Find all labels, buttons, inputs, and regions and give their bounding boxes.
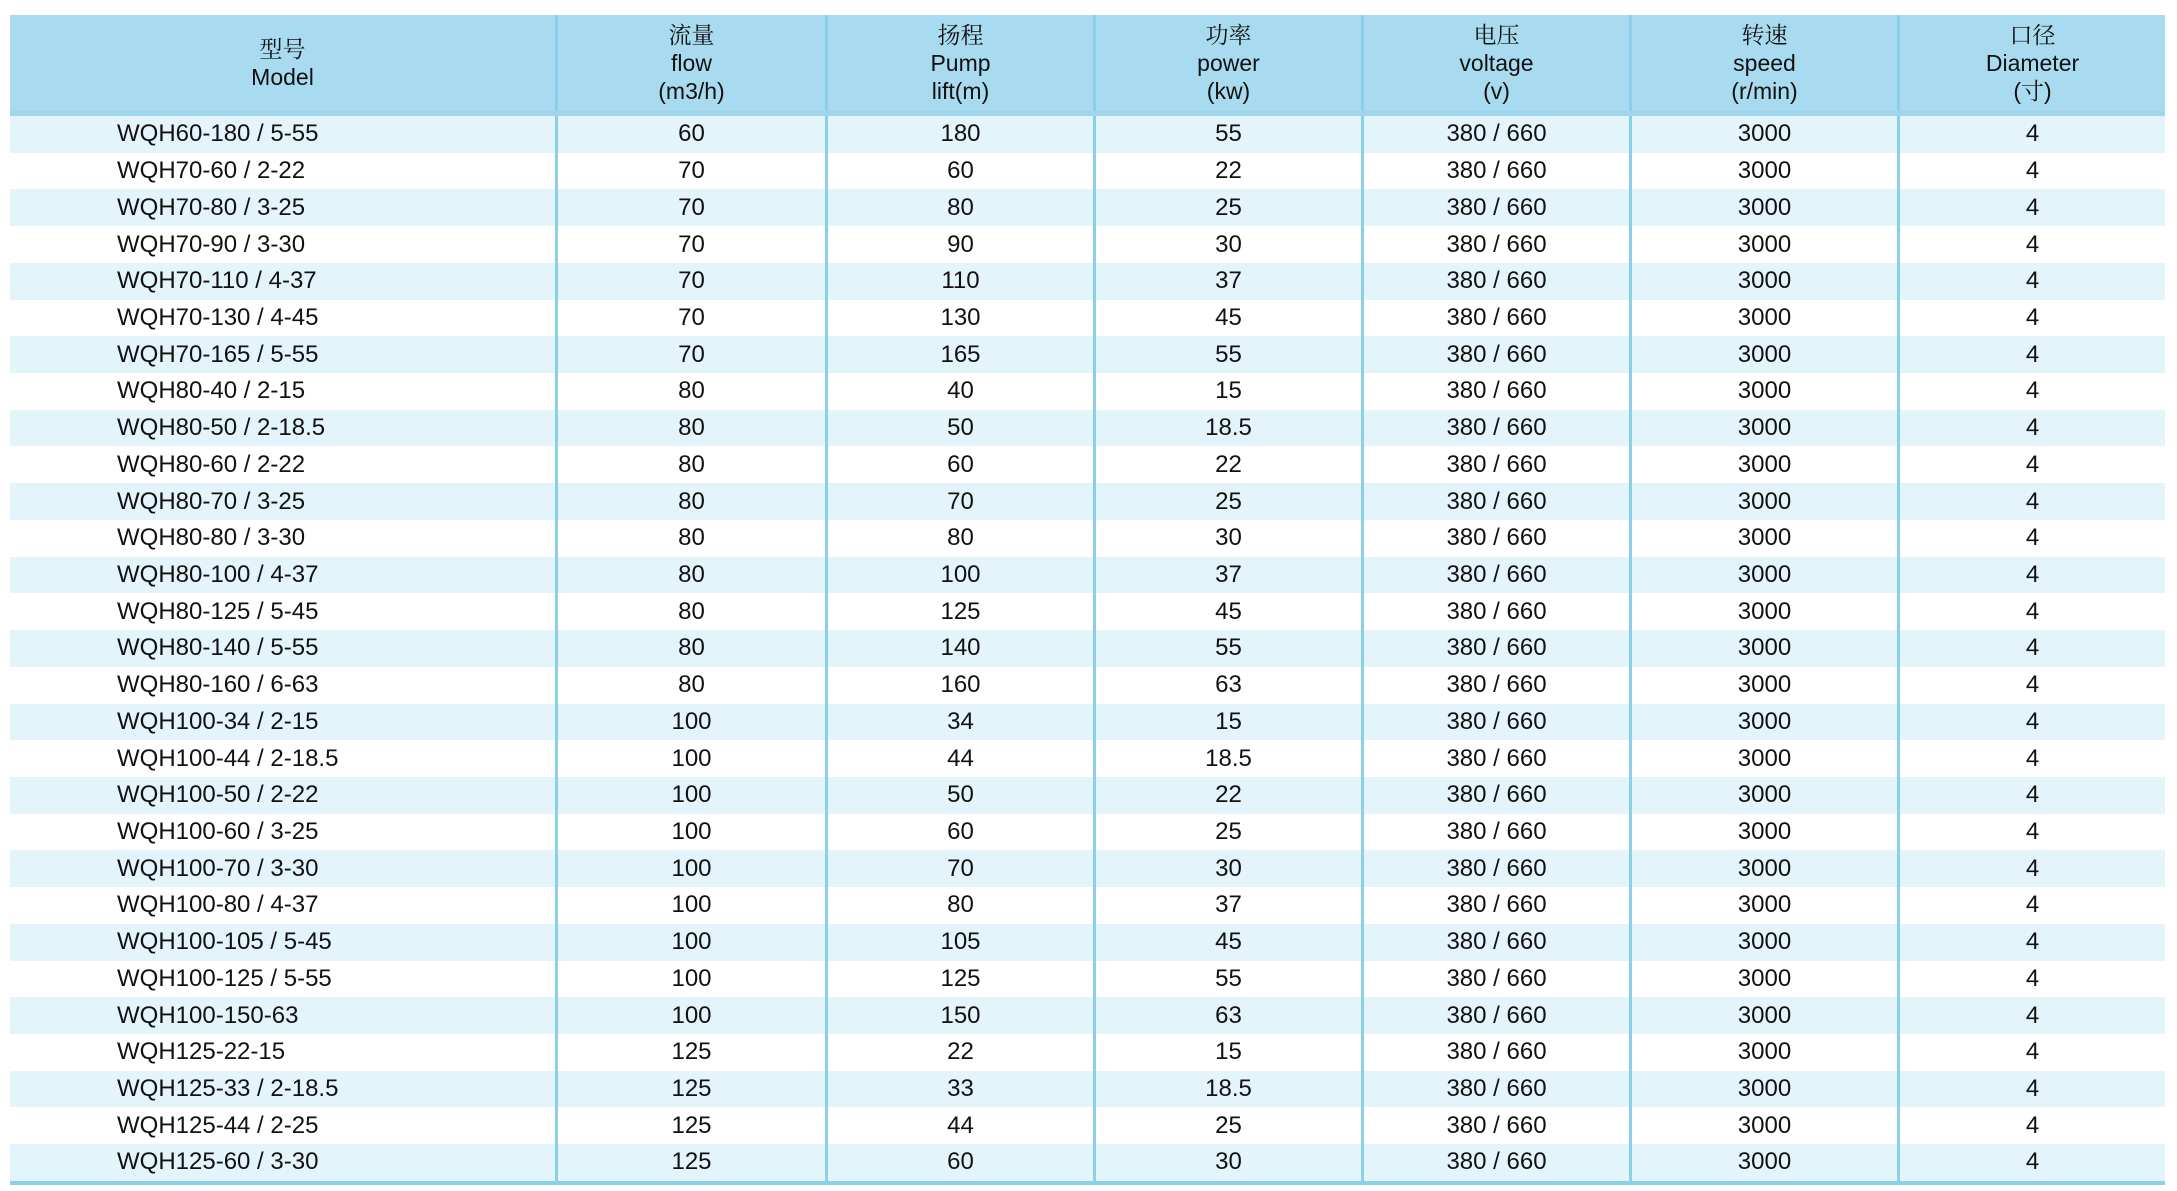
table-row (10, 410, 2165, 447)
table-cell: 33 (825, 1071, 1093, 1108)
table-cell: 80 (555, 667, 825, 704)
table-cell: 380 / 660 (1361, 116, 1629, 153)
table-cell: 30 (1093, 850, 1361, 887)
table-row (10, 630, 2165, 667)
table-cell: 50 (825, 777, 1093, 814)
column-header-en: flow (671, 50, 712, 76)
table-cell: 25 (1093, 483, 1361, 520)
table-cell: 18.5 (1093, 1071, 1361, 1108)
column-header-zh: 电压 (1473, 22, 1520, 48)
table-cell: 37 (1093, 887, 1361, 924)
table-row (10, 263, 2165, 300)
table-cell: 4 (1897, 630, 2165, 667)
table-cell: 160 (825, 667, 1093, 704)
table-cell: 100 (555, 887, 825, 924)
column-header (1629, 15, 1897, 111)
table-cell: 37 (1093, 263, 1361, 300)
table-cell: 180 (825, 116, 1093, 153)
column-header-en: Model (251, 64, 314, 90)
model-cell: WQH70-165 / 5-55 (117, 340, 319, 368)
model-cell: WQH60-180 / 5-55 (117, 120, 319, 148)
table-cell: 380 / 660 (1361, 226, 1629, 263)
model-cell: WQH70-60 / 2-22 (117, 157, 306, 185)
table-cell: 380 / 660 (1361, 410, 1629, 447)
table-cell: 60 (825, 446, 1093, 483)
table-cell: 55 (1093, 336, 1361, 373)
table-cell: 4 (1897, 520, 2165, 557)
table-cell: 3000 (1629, 924, 1897, 961)
table-cell: 22 (1093, 446, 1361, 483)
table-cell: 125 (825, 961, 1093, 998)
model-cell: WQH80-40 / 2-15 (117, 377, 306, 405)
table-cell: 25 (1093, 1107, 1361, 1144)
table-cell: 3000 (1629, 1034, 1897, 1071)
table-cell: 380 / 660 (1361, 997, 1629, 1034)
table-cell: 100 (555, 814, 825, 851)
table-cell: 380 / 660 (1361, 593, 1629, 630)
table-cell: 40 (825, 373, 1093, 410)
table-cell: 4 (1897, 1071, 2165, 1108)
table-cell: 380 / 660 (1361, 1144, 1629, 1181)
table-cell: 4 (1897, 887, 2165, 924)
table-row (10, 153, 2165, 190)
table-cell: 4 (1897, 1144, 2165, 1181)
table-cell: 4 (1897, 1107, 2165, 1144)
table-cell: 63 (1093, 997, 1361, 1034)
table-row (10, 593, 2165, 630)
table-row (10, 226, 2165, 263)
column-header-unit: (r/min) (1731, 78, 1798, 104)
model-cell: WQH100-50 / 2-22 (117, 781, 319, 809)
table-cell: 15 (1093, 373, 1361, 410)
column-header-en: Pump (930, 50, 991, 76)
table-cell: 4 (1897, 410, 2165, 447)
table-cell: 4 (1897, 924, 2165, 961)
table-cell: 125 (555, 1107, 825, 1144)
table-cell: 130 (825, 300, 1093, 337)
table-cell: 60 (825, 814, 1093, 851)
table-cell: 30 (1093, 1144, 1361, 1181)
model-cell: WQH80-70 / 3-25 (117, 487, 306, 515)
model-cell: WQH80-140 / 5-55 (117, 634, 319, 662)
model-cell: WQH125-44 / 2-25 (117, 1111, 319, 1139)
table-row (10, 704, 2165, 741)
table-cell: 4 (1897, 740, 2165, 777)
table-cell: 3000 (1629, 446, 1897, 483)
table-row (10, 1071, 2165, 1108)
table-cell: 125 (555, 1144, 825, 1181)
table-row (10, 446, 2165, 483)
table-row (10, 1144, 2165, 1181)
table-cell: 4 (1897, 300, 2165, 337)
table-cell: 4 (1897, 961, 2165, 998)
column-header-unit: (kw) (1206, 78, 1251, 104)
table-cell: 3000 (1629, 593, 1897, 630)
table-cell: 37 (1093, 557, 1361, 594)
table-cell: 380 / 660 (1361, 189, 1629, 226)
table-row (10, 667, 2165, 704)
model-cell: WQH100-44 / 2-18.5 (117, 744, 339, 772)
table-cell: 3000 (1629, 887, 1897, 924)
table-cell: 70 (555, 189, 825, 226)
table-cell: 3000 (1629, 300, 1897, 337)
table-row (10, 997, 2165, 1034)
table-row (10, 887, 2165, 924)
column-header (1361, 15, 1629, 111)
table-cell: 80 (825, 189, 1093, 226)
table-row (10, 814, 2165, 851)
table-cell: 4 (1897, 336, 2165, 373)
column-header-zh: 型号 (259, 36, 306, 62)
table-cell: 3000 (1629, 740, 1897, 777)
column-header-zh: 功率 (1205, 22, 1252, 48)
table-cell: 4 (1897, 226, 2165, 263)
table-row (10, 373, 2165, 410)
table-cell: 34 (825, 704, 1093, 741)
table-cell: 22 (1093, 777, 1361, 814)
table-cell: 3000 (1629, 814, 1897, 851)
table-cell: 80 (555, 483, 825, 520)
model-cell: WQH80-100 / 4-37 (117, 560, 319, 588)
model-cell: WQH100-34 / 2-15 (117, 707, 319, 735)
table-cell: 3000 (1629, 1071, 1897, 1108)
table-cell: 380 / 660 (1361, 814, 1629, 851)
table-cell: 18.5 (1093, 410, 1361, 447)
column-header (555, 15, 825, 111)
table-cell: 4 (1897, 189, 2165, 226)
table-cell: 70 (555, 153, 825, 190)
table-header (10, 15, 2165, 116)
table-cell: 80 (555, 520, 825, 557)
table-cell: 22 (1093, 153, 1361, 190)
table-cell: 140 (825, 630, 1093, 667)
table-cell: 3000 (1629, 1107, 1897, 1144)
model-cell: WQH80-80 / 3-30 (117, 524, 306, 552)
table-cell: 3000 (1629, 630, 1897, 667)
table-cell: 80 (825, 887, 1093, 924)
column-header (1897, 15, 2165, 111)
table-cell: 380 / 660 (1361, 373, 1629, 410)
table-cell: 125 (555, 1034, 825, 1071)
table-cell: 4 (1897, 557, 2165, 594)
table-cell: 30 (1093, 520, 1361, 557)
table-cell: 380 / 660 (1361, 630, 1629, 667)
model-cell: WQH70-80 / 3-25 (117, 193, 306, 221)
table-cell: 380 / 660 (1361, 520, 1629, 557)
table-cell: 125 (555, 1071, 825, 1108)
table-row (10, 777, 2165, 814)
table-cell: 45 (1093, 924, 1361, 961)
table-cell: 3000 (1629, 483, 1897, 520)
table-cell: 380 / 660 (1361, 961, 1629, 998)
table-cell: 70 (555, 336, 825, 373)
column-header-unit: (v) (1483, 78, 1510, 104)
table-cell: 380 / 660 (1361, 153, 1629, 190)
table-cell: 18.5 (1093, 740, 1361, 777)
table-cell: 3000 (1629, 961, 1897, 998)
column-header-zh: 口径 (2009, 22, 2056, 48)
table-row (10, 189, 2165, 226)
model-cell: WQH80-60 / 2-22 (117, 450, 306, 478)
table-cell: 3000 (1629, 226, 1897, 263)
table-cell: 4 (1897, 997, 2165, 1034)
model-cell: WQH100-60 / 3-25 (117, 818, 319, 846)
table-cell: 4 (1897, 116, 2165, 153)
table-row (10, 1034, 2165, 1071)
model-cell: WQH100-105 / 5-45 (117, 928, 332, 956)
table-cell: 100 (555, 924, 825, 961)
table-cell: 60 (555, 116, 825, 153)
table-cell: 55 (1093, 116, 1361, 153)
table-cell: 380 / 660 (1361, 887, 1629, 924)
table-cell: 80 (555, 593, 825, 630)
model-cell: WQH70-110 / 4-37 (117, 267, 317, 295)
table-cell: 3000 (1629, 336, 1897, 373)
table-row (10, 336, 2165, 373)
table-cell: 55 (1093, 630, 1361, 667)
table-cell: 110 (825, 263, 1093, 300)
table-cell: 380 / 660 (1361, 1107, 1629, 1144)
table-cell: 80 (555, 446, 825, 483)
model-cell: WQH80-160 / 6-63 (117, 671, 319, 699)
table-cell: 70 (555, 263, 825, 300)
table-cell: 44 (825, 1107, 1093, 1144)
column-header-unit: (寸) (2013, 78, 2052, 104)
column-header-en: voltage (1459, 50, 1534, 76)
table-cell: 100 (555, 850, 825, 887)
table-cell: 150 (825, 997, 1093, 1034)
table-cell: 80 (825, 520, 1093, 557)
table-cell: 4 (1897, 667, 2165, 704)
table-cell: 70 (825, 483, 1093, 520)
table-cell: 3000 (1629, 153, 1897, 190)
table-cell: 380 / 660 (1361, 263, 1629, 300)
table-cell: 4 (1897, 593, 2165, 630)
table-cell: 3000 (1629, 997, 1897, 1034)
model-cell: WQH100-150-63 (117, 1001, 299, 1029)
table-cell: 4 (1897, 483, 2165, 520)
table-cell: 3000 (1629, 263, 1897, 300)
model-cell: WQH125-33 / 2-18.5 (117, 1075, 339, 1103)
model-cell: WQH80-125 / 5-45 (117, 597, 319, 625)
table-bottom-rule (10, 1181, 2165, 1185)
table-cell: 100 (825, 557, 1093, 594)
table-cell: 380 / 660 (1361, 667, 1629, 704)
table-cell: 4 (1897, 446, 2165, 483)
table-cell: 380 / 660 (1361, 740, 1629, 777)
table-cell: 80 (555, 373, 825, 410)
table-cell: 100 (555, 740, 825, 777)
table-cell: 100 (555, 777, 825, 814)
table-body (10, 116, 2165, 1181)
table-cell: 380 / 660 (1361, 704, 1629, 741)
table-row (10, 924, 2165, 961)
table-cell: 105 (825, 924, 1093, 961)
table-row (10, 961, 2165, 998)
table-cell: 15 (1093, 1034, 1361, 1071)
table-cell: 3000 (1629, 777, 1897, 814)
table-cell: 4 (1897, 1034, 2165, 1071)
table-cell: 45 (1093, 300, 1361, 337)
table-cell: 100 (555, 704, 825, 741)
table-cell: 15 (1093, 704, 1361, 741)
table-cell: 380 / 660 (1361, 300, 1629, 337)
table-cell: 3000 (1629, 410, 1897, 447)
table-row (10, 520, 2165, 557)
table-cell: 45 (1093, 593, 1361, 630)
table-cell: 380 / 660 (1361, 446, 1629, 483)
table-cell: 55 (1093, 961, 1361, 998)
table-cell: 80 (555, 557, 825, 594)
model-cell: WQH125-60 / 3-30 (117, 1148, 319, 1176)
table-cell: 80 (555, 630, 825, 667)
table-cell: 4 (1897, 704, 2165, 741)
table-cell: 80 (555, 410, 825, 447)
column-header-unit: lift(m) (931, 78, 990, 104)
column-header-en: power (1197, 50, 1260, 76)
column-header-zh: 扬程 (937, 22, 984, 48)
table-cell: 125 (825, 593, 1093, 630)
column-header-zh: 转速 (1741, 22, 1788, 48)
column-header (10, 15, 555, 111)
table-cell: 70 (555, 300, 825, 337)
table-cell: 4 (1897, 153, 2165, 190)
table-cell: 3000 (1629, 116, 1897, 153)
column-header-en: Diameter (1985, 50, 2080, 76)
table-cell: 4 (1897, 263, 2165, 300)
table-cell: 22 (825, 1034, 1093, 1071)
table-row (10, 483, 2165, 520)
table-cell: 380 / 660 (1361, 557, 1629, 594)
table-row (10, 1107, 2165, 1144)
table-cell: 380 / 660 (1361, 483, 1629, 520)
table-row (10, 850, 2165, 887)
table-cell: 4 (1897, 850, 2165, 887)
table-cell: 100 (555, 997, 825, 1034)
table-cell: 380 / 660 (1361, 1034, 1629, 1071)
table-row (10, 116, 2165, 153)
table-cell: 50 (825, 410, 1093, 447)
model-cell: WQH100-70 / 3-30 (117, 854, 319, 882)
model-cell: WQH70-90 / 3-30 (117, 230, 306, 258)
model-cell: WQH80-50 / 2-18.5 (117, 414, 326, 442)
column-header-en: speed (1733, 50, 1796, 76)
column-header (1093, 15, 1361, 111)
model-cell: WQH70-130 / 4-45 (117, 303, 319, 331)
table-cell: 60 (825, 1144, 1093, 1181)
table-cell: 63 (1093, 667, 1361, 704)
table-cell: 3000 (1629, 189, 1897, 226)
table-cell: 380 / 660 (1361, 777, 1629, 814)
table-cell: 100 (555, 961, 825, 998)
column-header (825, 15, 1093, 111)
table-cell: 30 (1093, 226, 1361, 263)
table-cell: 380 / 660 (1361, 924, 1629, 961)
table-cell: 3000 (1629, 850, 1897, 887)
table-cell: 3000 (1629, 520, 1897, 557)
table-cell: 4 (1897, 373, 2165, 410)
table-row (10, 557, 2165, 594)
table-row (10, 740, 2165, 777)
model-cell: WQH100-80 / 4-37 (117, 891, 319, 919)
table-cell: 380 / 660 (1361, 336, 1629, 373)
pump-spec-table (10, 15, 2165, 1185)
table-cell: 3000 (1629, 667, 1897, 704)
table-cell: 90 (825, 226, 1093, 263)
model-cell: WQH125-22-15 (117, 1038, 286, 1066)
table-cell: 60 (825, 153, 1093, 190)
table-cell: 25 (1093, 814, 1361, 851)
table-cell: 4 (1897, 777, 2165, 814)
table-cell: 380 / 660 (1361, 850, 1629, 887)
table-cell: 380 / 660 (1361, 1071, 1629, 1108)
table-cell: 165 (825, 336, 1093, 373)
table-cell: 3000 (1629, 1144, 1897, 1181)
column-header-zh: 流量 (668, 22, 715, 48)
table-cell: 70 (825, 850, 1093, 887)
table-cell: 3000 (1629, 557, 1897, 594)
model-cell: WQH100-125 / 5-55 (117, 964, 332, 992)
table-cell: 44 (825, 740, 1093, 777)
table-cell: 3000 (1629, 373, 1897, 410)
table-row (10, 300, 2165, 337)
table-cell: 25 (1093, 189, 1361, 226)
column-header-unit: (m3/h) (658, 78, 725, 104)
table-cell: 70 (555, 226, 825, 263)
table-cell: 3000 (1629, 704, 1897, 741)
table-cell: 4 (1897, 814, 2165, 851)
